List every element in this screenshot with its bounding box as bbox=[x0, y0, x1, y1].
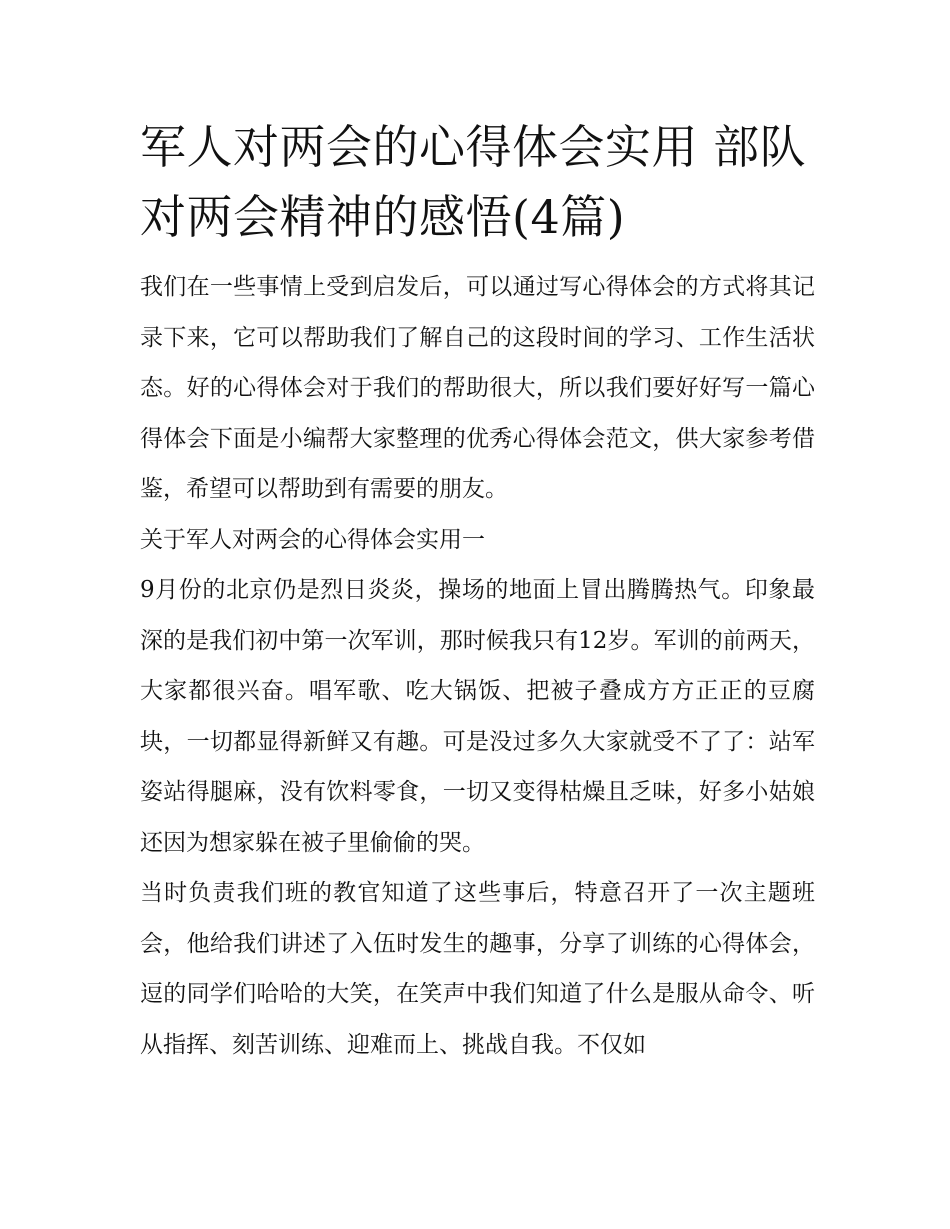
body-paragraph: 9月份的北京仍是烈日炎炎，操场的地面上冒出腾腾热气。印象最深的是我们初中第一次军训，那时候我只有12岁。军训的前两天，大家都很兴奋。唱军歌、吃大锅饭、把被子叠成方方正正的豆腐块，一切都显得新鲜又有趣。可是没过多久大家就受不了了：站军姿站得腿麻，没有饮料零食，一切又变得枯燥且乏味，好多小姑娘还因为想家躲在被子里偷偷的哭。 bbox=[140, 577, 815, 856]
document-title: 军人对两会的心得体会实用 部队对两会精神的感悟(4篇) bbox=[140, 120, 807, 244]
document-body bbox=[140, 112, 815, 1070]
intro-paragraph: 我们在一些事情上受到启发后，可以通过写心得体会的方式将其记录下来，它可以帮助我们了解自己的这段时间的学习、工作生活状态。好的心得体会对于我们的帮助很大，所以我们要好好写一篇心得体会下面是小编帮大家整理的优秀心得体会范文，供大家参考借鉴，希望可以帮助到有需要的朋友。 bbox=[140, 274, 815, 502]
body-paragraph: 当时负责我们班的教官知道了这些事后，特意召开了一次主题班会，他给我们讲述了入伍时发生的趣事，分享了训练的心得体会，逗的同学们哈哈的大笑，在笑声中我们知道了什么是服从命令、听从指挥、刻苦训练、迎难而上、挑战自我。不仅如 bbox=[140, 880, 815, 1058]
section-heading: 关于军人对两会的心得体会实用一 bbox=[140, 526, 485, 553]
